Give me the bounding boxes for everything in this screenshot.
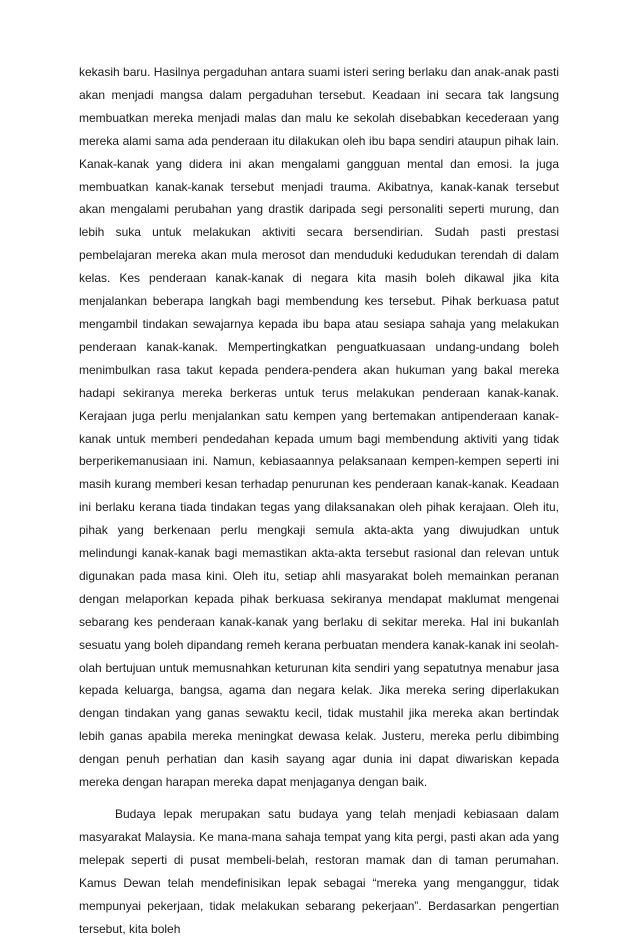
paragraph-budaya-lepak: Budaya lepak merupakan satu budaya yang telah menjadi kebiasaan dalam masyarakat Malaysia. Ke mana-mana sahaja tempat yang kita pergi, pasti akan ada yang melepak seperti di pusat membeli-belah, restoran mamak dan di taman perumahan. Kamus Dewan telah mendefinisikan lepak sebagai “mereka yang menganggur, tidak mempunyai pekerjaan, tidak melakukan sebarang pekerjaan”. Berdasarkan pengertian tersebut, kita boleh xyxy=(79,807,559,936)
paragraph-continuation: kekasih baru. Hasilnya pergaduhan antara suami isteri sering berlaku dan anak-anak pasti akan menjadi mangsa dalam pergaduhan tersebut. Keadaan ini secara tak langsung membuatkan mereka menjadi malas dan malu ke sekolah disebabkan kecederaan yang mereka alami sama ada penderaan itu dilakukan oleh ibu bapa sendiri ataupun pihak lain. Kanak-kanak yang didera ini akan mengalami gangguan mental dan emosi. Ia juga membuatkan kanak-kanak tersebut menjadi trauma. Akibatnya, kanak-kanak tersebut akan mengalami perubahan yang drastik daripada segi personaliti seperti murung, dan lebih suka untuk melakukan aktiviti secara bersendirian. Sudah pasti prestasi pembelajaran mereka akan mula merosot dan menduduki kedudukan terendah di dalam kelas. Kes penderaan kanak-kanak di negara kita masih boleh dikawal jika kita menjalankan beberapa langkah bagi membendung kes tersebut. Pihak berkuasa patut mengambil tindakan sewajarnya kepada ibu bapa atau sesiapa sahaja yang melakukan penderaan kanak-kanak. Mempertingkatkan penguatkuasaan undang-undang boleh menimbulkan rasa takut kepada pendera-pendera akan hukuman yang bakal mereka hadapi sekiranya mereka berkeras untuk terus melakukan penderaan kanak-kanak. Kerajaan juga perlu menjalankan satu kempen yang bertemakan antipenderaan kanak-kanak untuk memberi pendedahan kepada umum bagi membendung aktiviti yang tidak berperikemanusiaan ini. Namun, kebiasaannya pelaksanaan kempen-kempen seperti ini masih kurang memberi kesan terhadap penurunan kes penderaan kanak-kanak. Keadaan ini berlaku kerana tiada tindakan tegas yang dilaksanakan oleh pihak kerajaan. Oleh itu, pihak yang berkenaan perlu mengkaji semula akta-akta yang diwujudkan untuk melindungi kanak-kanak bagi memastikan akta-akta tersebut rasional dan relevan untuk digunakan pada masa kini. Oleh itu, setiap ahli masyarakat boleh memainkan peranan dengan melaporkan kepada pihak berkuasa sekiranya mendapat maklumat mengenai sebarang kes penderaan kanak-kanak yang berlaku di sekitar mereka. Hal ini bukanlah sesuatu yang boleh dipandang remeh kerana perbuatan mendera kanak-kanak ini seolah-olah bertujuan untuk memusnahkan keturunan kita sendiri yang sepatutnya menabur jasa kepada keluarga, bangsa, agama dan negara kelak. Jika mereka sering diperlakukan dengan tindakan yang ganas sewaktu kecil, tidak mustahil jika mereka akan bertindak lebih ganas apabila mereka meningkat dewasa kelak. Justeru, mereka perlu dibimbing dengan penuh perhatian dan kasih sayang agar dunia ini dapat diwariskan kepada mereka dengan harapan mereka dapat menjaganya dengan baik. xyxy=(79,65,559,790)
document-body xyxy=(79,61,559,940)
